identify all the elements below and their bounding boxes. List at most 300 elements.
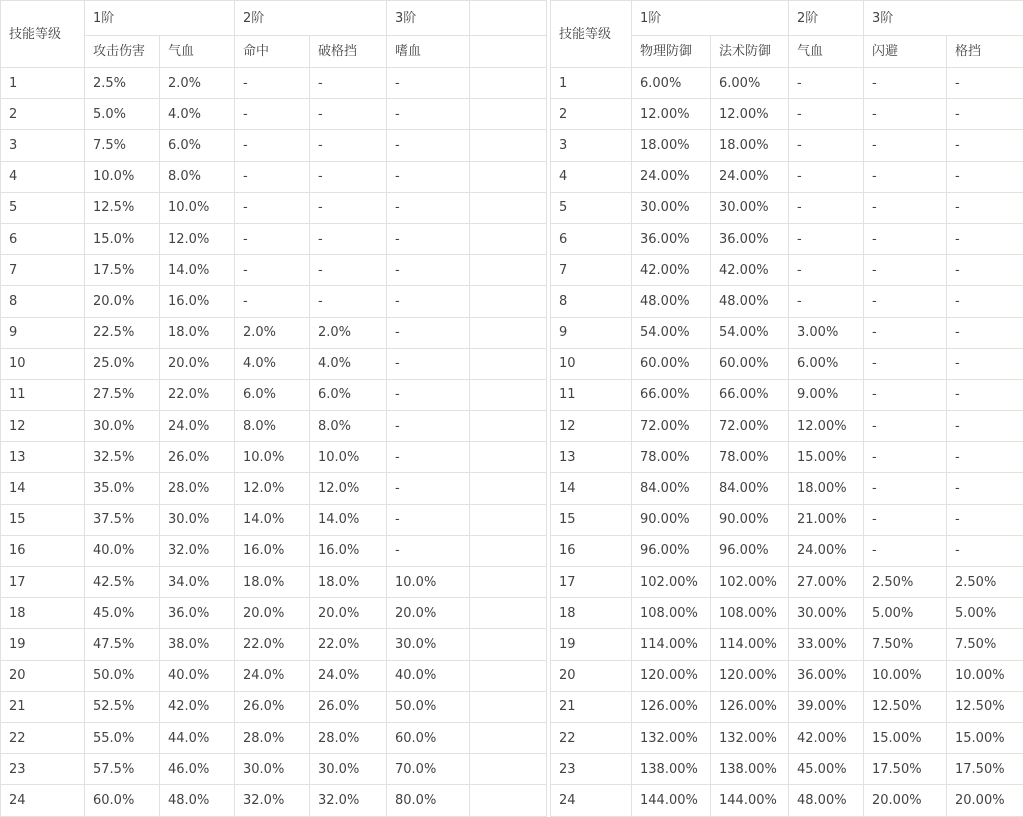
value-cell: 4.0% <box>160 99 235 130</box>
level-cell: 1 <box>1 68 85 99</box>
value-cell: 10.0% <box>160 192 235 223</box>
value-cell: 12.0% <box>160 223 235 254</box>
tier-2-header-cell: 2阶 <box>235 1 387 36</box>
value-cell: 12.0% <box>310 473 387 504</box>
value-cell: 18.00% <box>632 130 711 161</box>
value-cell: 44.0% <box>160 722 235 753</box>
table-row <box>1 473 547 504</box>
table-row <box>1 317 547 348</box>
value-cell: 12.50% <box>864 691 947 722</box>
value-cell: 2.5% <box>85 68 160 99</box>
value-cell: 32.0% <box>160 535 235 566</box>
value-cell <box>470 379 547 410</box>
value-cell: 70.0% <box>387 754 470 785</box>
level-cell: 5 <box>551 192 632 223</box>
value-cell: - <box>789 255 864 286</box>
value-cell: 60.0% <box>85 785 160 816</box>
value-cell: - <box>947 473 1023 504</box>
value-cell <box>470 660 547 691</box>
value-cell: 10.0% <box>235 442 310 473</box>
value-cell <box>470 535 547 566</box>
value-cell: - <box>947 379 1023 410</box>
stat-header-cell: 格挡 <box>947 36 1023 68</box>
value-cell: 42.00% <box>632 255 711 286</box>
value-cell: 9.00% <box>789 379 864 410</box>
value-cell: 10.00% <box>947 660 1023 691</box>
value-cell: 138.00% <box>632 754 711 785</box>
level-cell: 12 <box>551 411 632 442</box>
value-cell: - <box>947 442 1023 473</box>
table-row <box>1 411 547 442</box>
value-cell: 132.00% <box>711 722 789 753</box>
table-row <box>1 192 547 223</box>
value-cell: 30.00% <box>789 598 864 629</box>
value-cell: 18.0% <box>310 567 387 598</box>
level-cell: 9 <box>551 317 632 348</box>
value-cell: 39.00% <box>789 691 864 722</box>
value-cell: 14.0% <box>235 504 310 535</box>
value-cell: 20.0% <box>235 598 310 629</box>
value-cell: - <box>947 255 1023 286</box>
table-row <box>1 161 547 192</box>
value-cell: 48.00% <box>711 286 789 317</box>
value-cell: - <box>864 255 947 286</box>
table-row <box>551 629 1023 660</box>
level-cell: 11 <box>1 379 85 410</box>
level-cell: 14 <box>1 473 85 504</box>
value-cell: 36.00% <box>789 660 864 691</box>
value-cell: 22.5% <box>85 317 160 348</box>
value-cell: 54.00% <box>632 317 711 348</box>
level-cell: 24 <box>551 785 632 816</box>
value-cell: - <box>864 286 947 317</box>
value-cell: 8.0% <box>235 411 310 442</box>
level-cell: 3 <box>1 130 85 161</box>
value-cell: - <box>310 223 387 254</box>
level-cell: 13 <box>551 442 632 473</box>
value-cell: - <box>235 223 310 254</box>
tier-header-row <box>1 1 547 36</box>
value-cell: 15.00% <box>789 442 864 473</box>
value-cell: - <box>387 535 470 566</box>
value-cell: 20.0% <box>387 598 470 629</box>
value-cell: 15.0% <box>85 223 160 254</box>
table-row <box>551 722 1023 753</box>
stat-header-cell: 攻击伤害 <box>85 36 160 68</box>
value-cell: - <box>864 411 947 442</box>
table-row <box>1 535 547 566</box>
value-cell: 108.00% <box>632 598 711 629</box>
level-cell: 17 <box>551 567 632 598</box>
value-cell: 27.5% <box>85 379 160 410</box>
value-cell: - <box>310 255 387 286</box>
level-header-cell: 技能等级 <box>1 1 85 68</box>
table-row <box>551 754 1023 785</box>
value-cell: 114.00% <box>711 629 789 660</box>
value-cell: - <box>947 348 1023 379</box>
value-cell: - <box>789 99 864 130</box>
value-cell: - <box>789 68 864 99</box>
value-cell: 7.50% <box>947 629 1023 660</box>
value-cell: - <box>387 504 470 535</box>
tier-3-header-cell: 3阶 <box>387 1 470 36</box>
table-row <box>1 629 547 660</box>
value-cell: 21.00% <box>789 504 864 535</box>
value-cell: 55.0% <box>85 722 160 753</box>
value-cell: 10.00% <box>864 660 947 691</box>
level-cell: 23 <box>1 754 85 785</box>
value-cell: 2.50% <box>947 567 1023 598</box>
value-cell: 72.00% <box>632 411 711 442</box>
value-cell: 20.0% <box>85 286 160 317</box>
value-cell: 26.0% <box>310 691 387 722</box>
value-cell: 28.0% <box>160 473 235 504</box>
level-cell: 20 <box>1 660 85 691</box>
level-cell: 8 <box>1 286 85 317</box>
value-cell: 4.0% <box>310 348 387 379</box>
value-cell: 27.00% <box>789 567 864 598</box>
value-cell <box>470 722 547 753</box>
value-cell: 90.00% <box>711 504 789 535</box>
table-row <box>551 504 1023 535</box>
value-cell: 8.0% <box>160 161 235 192</box>
value-cell: 138.00% <box>711 754 789 785</box>
tier-1-header-cell: 1阶 <box>632 1 789 36</box>
table-row <box>1 722 547 753</box>
level-cell: 8 <box>551 286 632 317</box>
value-cell: - <box>387 223 470 254</box>
value-cell: - <box>310 161 387 192</box>
value-cell: - <box>310 99 387 130</box>
value-cell: 38.0% <box>160 629 235 660</box>
value-cell: 10.0% <box>85 161 160 192</box>
level-cell: 7 <box>1 255 85 286</box>
value-cell: 30.0% <box>235 754 310 785</box>
level-cell: 9 <box>1 317 85 348</box>
value-cell: 20.0% <box>160 348 235 379</box>
table-row <box>1 223 547 254</box>
value-cell: - <box>310 68 387 99</box>
value-cell: 6.00% <box>789 348 864 379</box>
value-cell: - <box>947 535 1023 566</box>
value-cell: - <box>947 317 1023 348</box>
value-cell: - <box>947 411 1023 442</box>
value-cell: 5.00% <box>864 598 947 629</box>
level-cell: 22 <box>551 722 632 753</box>
level-cell: 16 <box>551 535 632 566</box>
value-cell: 48.00% <box>789 785 864 816</box>
value-cell: - <box>789 130 864 161</box>
stat-header-cell: 破格挡 <box>310 36 387 68</box>
stat-header-cell: 法术防御 <box>711 36 789 68</box>
value-cell: 16.0% <box>160 286 235 317</box>
value-cell: - <box>789 161 864 192</box>
value-cell: - <box>387 348 470 379</box>
value-cell: 17.5% <box>85 255 160 286</box>
level-cell: 7 <box>551 255 632 286</box>
table-row <box>1 754 547 785</box>
table-row <box>1 68 547 99</box>
value-cell: - <box>864 99 947 130</box>
value-cell: 33.00% <box>789 629 864 660</box>
value-cell: 78.00% <box>711 442 789 473</box>
value-cell: - <box>235 68 310 99</box>
value-cell: 16.0% <box>310 535 387 566</box>
value-cell: 36.0% <box>160 598 235 629</box>
value-cell: 8.0% <box>310 411 387 442</box>
value-cell: 30.0% <box>310 754 387 785</box>
value-cell: - <box>864 68 947 99</box>
value-cell <box>470 223 547 254</box>
value-cell: 50.0% <box>85 660 160 691</box>
value-cell: 12.0% <box>235 473 310 504</box>
value-cell: 24.0% <box>160 411 235 442</box>
value-cell: 20.00% <box>864 785 947 816</box>
value-cell: - <box>387 99 470 130</box>
stat-header-cell: 嗜血 <box>387 36 470 68</box>
table-row <box>551 223 1023 254</box>
value-cell <box>470 504 547 535</box>
table-row <box>551 130 1023 161</box>
value-cell: - <box>235 99 310 130</box>
tier-2-header-cell: 2阶 <box>789 1 864 36</box>
tier-3-header-cell: 3阶 <box>864 1 1023 36</box>
value-cell: - <box>387 286 470 317</box>
value-cell: - <box>387 68 470 99</box>
value-cell: 40.0% <box>85 535 160 566</box>
value-cell: 96.00% <box>632 535 711 566</box>
value-cell: 12.5% <box>85 192 160 223</box>
value-cell: 18.00% <box>711 130 789 161</box>
value-cell: - <box>864 504 947 535</box>
value-cell: 84.00% <box>711 473 789 504</box>
value-cell: 48.0% <box>160 785 235 816</box>
value-cell: 32.0% <box>235 785 310 816</box>
value-cell: - <box>947 286 1023 317</box>
level-cell: 18 <box>551 598 632 629</box>
value-cell: - <box>789 223 864 254</box>
value-cell: 60.00% <box>632 348 711 379</box>
value-cell: - <box>235 286 310 317</box>
value-cell: 102.00% <box>632 567 711 598</box>
value-cell <box>470 99 547 130</box>
value-cell: 48.00% <box>632 286 711 317</box>
table-row <box>551 535 1023 566</box>
value-cell: 120.00% <box>632 660 711 691</box>
value-cell: 4.0% <box>235 348 310 379</box>
table-row <box>551 286 1023 317</box>
level-cell: 6 <box>551 223 632 254</box>
table-row <box>551 660 1023 691</box>
value-cell <box>470 161 547 192</box>
value-cell: 24.00% <box>632 161 711 192</box>
value-cell: 6.0% <box>235 379 310 410</box>
level-cell: 16 <box>1 535 85 566</box>
value-cell: 54.00% <box>711 317 789 348</box>
value-cell: 22.0% <box>160 379 235 410</box>
value-cell: 30.0% <box>160 504 235 535</box>
value-cell: - <box>947 68 1023 99</box>
value-cell: 10.0% <box>387 567 470 598</box>
value-cell: 40.0% <box>387 660 470 691</box>
value-cell: 17.50% <box>864 754 947 785</box>
tier-header-row <box>551 1 1023 36</box>
value-cell: 2.0% <box>160 68 235 99</box>
value-cell: - <box>864 161 947 192</box>
value-cell <box>470 785 547 816</box>
table-row <box>551 411 1023 442</box>
value-cell: 114.00% <box>632 629 711 660</box>
value-cell: 16.0% <box>235 535 310 566</box>
table-row <box>551 785 1023 816</box>
value-cell: 47.5% <box>85 629 160 660</box>
level-cell: 10 <box>551 348 632 379</box>
level-cell: 11 <box>551 379 632 410</box>
value-cell: - <box>789 192 864 223</box>
value-cell: - <box>947 161 1023 192</box>
value-cell: - <box>387 411 470 442</box>
value-cell: 90.00% <box>632 504 711 535</box>
table-row <box>1 348 547 379</box>
value-cell: 45.00% <box>789 754 864 785</box>
value-cell: - <box>235 130 310 161</box>
table-row <box>551 161 1023 192</box>
stat-header-cell: 气血 <box>160 36 235 68</box>
value-cell: 52.5% <box>85 691 160 722</box>
value-cell: 17.50% <box>947 754 1023 785</box>
value-cell: - <box>387 317 470 348</box>
table-row <box>1 598 547 629</box>
value-cell: 6.0% <box>160 130 235 161</box>
table-row <box>551 317 1023 348</box>
value-cell: 144.00% <box>632 785 711 816</box>
table-row <box>551 691 1023 722</box>
value-cell: 3.00% <box>789 317 864 348</box>
value-cell: 25.0% <box>85 348 160 379</box>
value-cell: 45.0% <box>85 598 160 629</box>
empty-header-cell <box>470 1 547 36</box>
value-cell: 18.0% <box>235 567 310 598</box>
value-cell: 102.00% <box>711 567 789 598</box>
value-cell: 12.00% <box>789 411 864 442</box>
table-row <box>1 379 547 410</box>
value-cell <box>470 442 547 473</box>
value-cell: 12.00% <box>632 99 711 130</box>
value-cell: 36.00% <box>632 223 711 254</box>
value-cell: - <box>947 130 1023 161</box>
value-cell: 36.00% <box>711 223 789 254</box>
value-cell: 12.50% <box>947 691 1023 722</box>
value-cell: - <box>789 286 864 317</box>
value-cell: 24.00% <box>789 535 864 566</box>
level-cell: 23 <box>551 754 632 785</box>
value-cell <box>470 629 547 660</box>
value-cell: 132.00% <box>632 722 711 753</box>
value-cell: 22.0% <box>235 629 310 660</box>
value-cell: 42.00% <box>711 255 789 286</box>
value-cell: - <box>864 192 947 223</box>
table-row <box>551 192 1023 223</box>
value-cell: 28.0% <box>310 722 387 753</box>
value-cell: 42.5% <box>85 567 160 598</box>
value-cell: 72.00% <box>711 411 789 442</box>
level-cell: 6 <box>1 223 85 254</box>
value-cell: - <box>864 130 947 161</box>
value-cell: - <box>387 473 470 504</box>
value-cell: 26.0% <box>235 691 310 722</box>
value-cell: 80.0% <box>387 785 470 816</box>
tier-1-header-cell: 1阶 <box>85 1 235 36</box>
table-body <box>1 68 547 817</box>
value-cell: 5.0% <box>85 99 160 130</box>
value-cell: - <box>235 192 310 223</box>
table-row <box>1 130 547 161</box>
value-cell: 18.00% <box>789 473 864 504</box>
value-cell <box>470 348 547 379</box>
table-row <box>1 785 547 816</box>
table-row <box>551 99 1023 130</box>
level-cell: 4 <box>551 161 632 192</box>
value-cell: 42.0% <box>160 691 235 722</box>
value-cell: 15.00% <box>947 722 1023 753</box>
value-cell: 20.00% <box>947 785 1023 816</box>
level-cell: 19 <box>551 629 632 660</box>
table-row <box>1 660 547 691</box>
level-cell: 3 <box>551 130 632 161</box>
level-cell: 13 <box>1 442 85 473</box>
value-cell: 6.00% <box>632 68 711 99</box>
value-cell: - <box>947 223 1023 254</box>
value-cell: - <box>864 348 947 379</box>
value-cell: - <box>947 504 1023 535</box>
value-cell: - <box>387 130 470 161</box>
level-cell: 21 <box>551 691 632 722</box>
table-row <box>551 598 1023 629</box>
level-cell: 12 <box>1 411 85 442</box>
value-cell: 6.00% <box>711 68 789 99</box>
value-cell: 22.0% <box>310 629 387 660</box>
table-body <box>551 68 1023 817</box>
value-cell: - <box>387 255 470 286</box>
table-row <box>1 567 547 598</box>
value-cell <box>470 192 547 223</box>
table-row <box>551 442 1023 473</box>
value-cell: 24.00% <box>711 161 789 192</box>
value-cell: 30.0% <box>387 629 470 660</box>
level-cell: 20 <box>551 660 632 691</box>
value-cell: 35.0% <box>85 473 160 504</box>
value-cell: 84.00% <box>632 473 711 504</box>
value-cell: 30.00% <box>711 192 789 223</box>
value-cell: - <box>235 161 310 192</box>
level-cell: 15 <box>1 504 85 535</box>
value-cell: - <box>235 255 310 286</box>
value-cell <box>470 598 547 629</box>
table-row <box>1 691 547 722</box>
table-row <box>551 348 1023 379</box>
value-cell: - <box>387 161 470 192</box>
value-cell: 126.00% <box>711 691 789 722</box>
value-cell: 66.00% <box>632 379 711 410</box>
level-cell: 5 <box>1 192 85 223</box>
table-row <box>551 567 1023 598</box>
value-cell: - <box>947 192 1023 223</box>
value-cell: 18.0% <box>160 317 235 348</box>
value-cell: 10.0% <box>310 442 387 473</box>
value-cell: - <box>310 192 387 223</box>
value-cell: 24.0% <box>235 660 310 691</box>
value-cell: 126.00% <box>632 691 711 722</box>
